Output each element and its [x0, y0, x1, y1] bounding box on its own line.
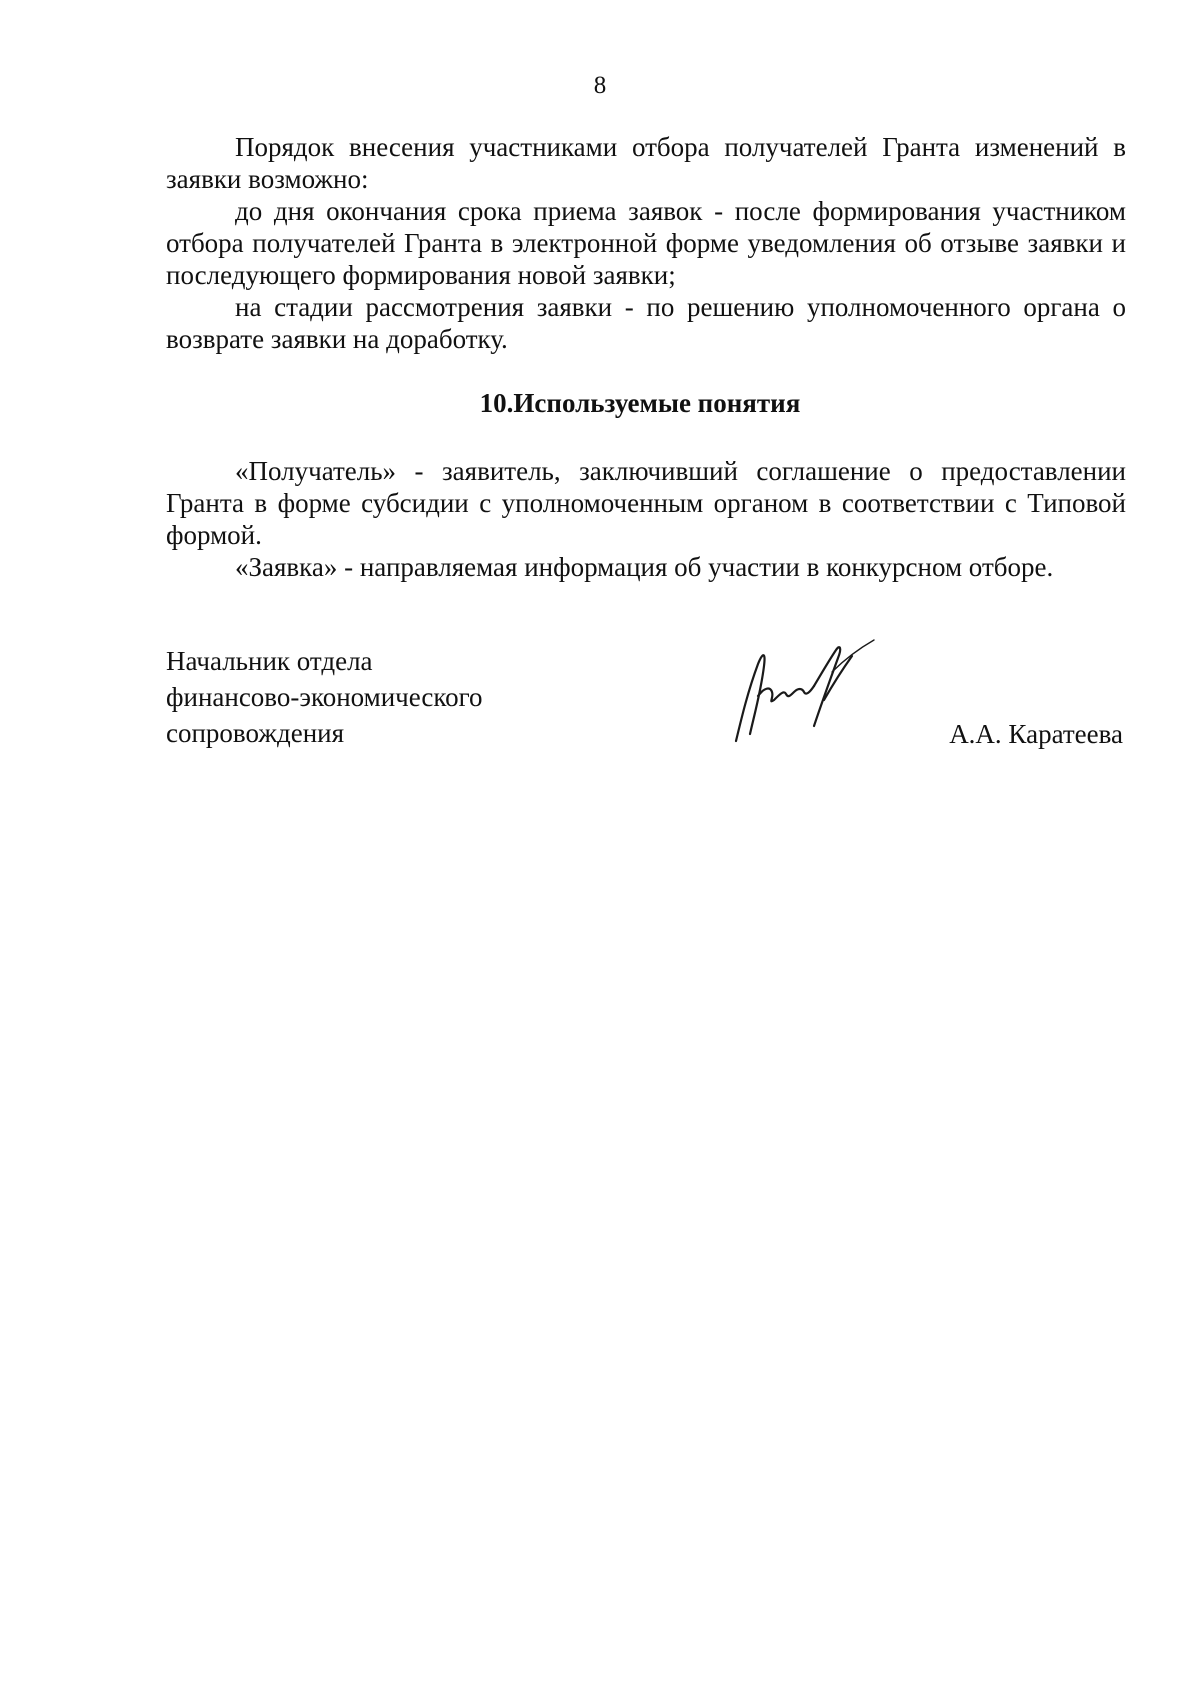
paragraph-before-deadline: до дня окончания срока приема заявок - после формирования участником отбора получателей Гранта в электронной форме уведомления об отзыве заявки и последующего формирования новой заявки;: [166, 196, 1126, 290]
section-heading-terms: 10.Используемые понятия: [479, 388, 801, 418]
position-line: Начальник отдела: [166, 646, 373, 676]
page-number: 8: [593, 72, 607, 99]
signatory-position: [166, 643, 483, 751]
position-line: финансово-экономического: [166, 682, 483, 712]
definition-application: «Заявка» - направляемая информация об участии в конкурсном отборе.: [235, 552, 1054, 582]
signatory-name: А.А. Каратеева: [949, 719, 1123, 749]
handwritten-signature: [728, 636, 878, 746]
position-line: сопровождения: [166, 718, 345, 748]
paragraph-review-stage: на стадии рассмотрения заявки - по решению уполномоченного органа о возврате заявки на доработку.: [166, 292, 1126, 354]
definition-recipient: «Получатель» - заявитель, заключивший соглашение о предоставлении Гранта в форме субсидии с уполномоченным органом в соответствии с Типовой формой.: [166, 456, 1126, 550]
section-1-body: [166, 131, 1126, 355]
paragraph-amendment-order: Порядок внесения участниками отбора получателей Гранта изменений в заявки возможно:: [166, 132, 1126, 194]
section-2-body: [166, 455, 1126, 583]
